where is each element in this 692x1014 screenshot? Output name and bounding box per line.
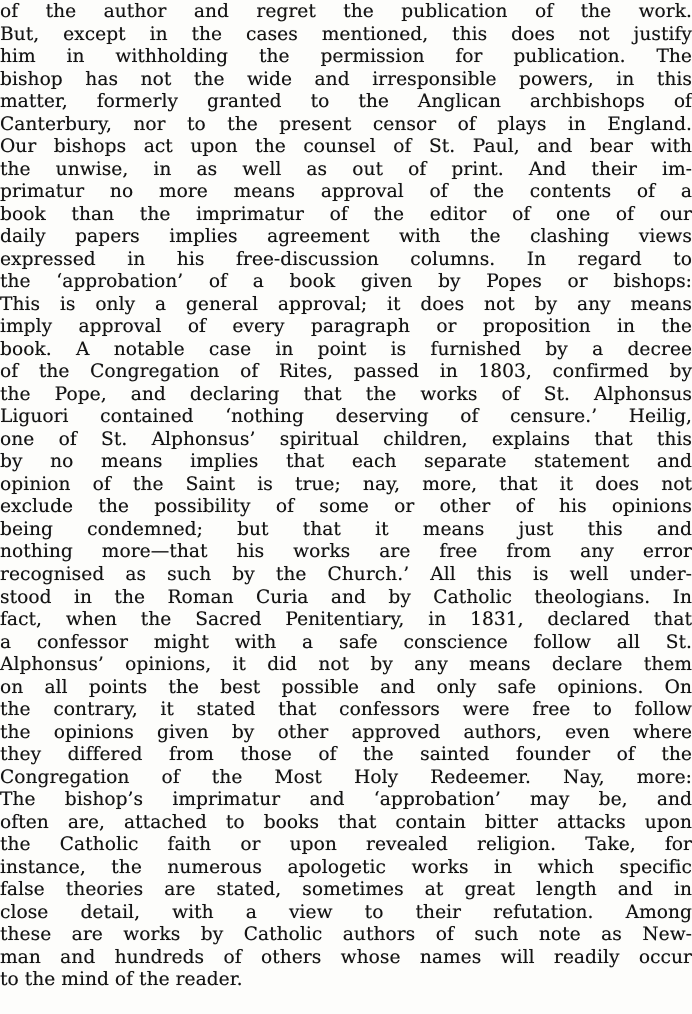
text-line: the ‘approbation’ of a book given by Popes or bishops: bbox=[0, 271, 692, 293]
text-line: often are, attached to books that contain bitter attacks upon bbox=[0, 811, 692, 833]
text-line: of the Congregation of Rites, passed in 1803, confirmed by bbox=[0, 361, 692, 383]
text-line: by no means implies that each separate statement and bbox=[0, 451, 692, 473]
text-line: exclude the possibility of some or other of his opinions bbox=[0, 496, 692, 518]
text-line: the Catholic faith or upon revealed religion. Take, for bbox=[0, 834, 692, 856]
text-line: book than the imprimatur of the editor of one of our bbox=[0, 203, 692, 225]
text-line: a confessor might with a safe conscience follow all St. bbox=[0, 631, 692, 653]
text-line: expressed in his free-discussion columns. In regard to bbox=[0, 248, 692, 270]
text-line: the opinions given by other approved authors, even where bbox=[0, 721, 692, 743]
text-line: the contrary, it stated that confessors were free to follow bbox=[0, 699, 692, 721]
text-line: being condemned; but that it means just this and bbox=[0, 518, 692, 540]
text-line: bishop has not the wide and irresponsible powers, in this bbox=[0, 68, 692, 90]
text-line: close detail, with a view to their refutation. Among bbox=[0, 901, 692, 923]
text-line: stood in the Roman Curia and by Catholic theologians. In bbox=[0, 586, 692, 608]
text-line: Canterbury, nor to the present censor of plays in England. bbox=[0, 113, 692, 135]
text-line: one of St. Alphonsus’ spiritual children, explains that this bbox=[0, 428, 692, 450]
text-line: to the mind of the reader. bbox=[0, 969, 243, 991]
text-line: recognised as such by the Church.’ All this is well under- bbox=[0, 564, 692, 585]
text-line: the Pope, and declaring that the works of St. Alphonsus bbox=[0, 383, 692, 405]
text-line: they differed from those of the sainted founder of the bbox=[0, 744, 692, 766]
text-line: daily papers implies agreement with the clashing views bbox=[0, 226, 692, 248]
text-line: instance, the numerous apologetic works in which specific bbox=[0, 856, 692, 878]
text-line: on all points the best possible and only safe opinions. On bbox=[0, 676, 692, 698]
text-line: man and hundreds of others whose names will readily occur bbox=[0, 946, 692, 968]
text-line: imply approval of every paragraph or proposition in the bbox=[0, 316, 692, 338]
text-line: Alphonsus’ opinions, it did not by any means declare them bbox=[0, 654, 692, 676]
text-line: Our bishops act upon the counsel of St. Paul, and bear with bbox=[0, 136, 692, 158]
text-line: him in withholding the permission for publication. The bbox=[0, 46, 692, 68]
text-line: book. A notable case in point is furnished by a decree bbox=[0, 338, 692, 360]
text-line: fact, when the Sacred Penitentiary, in 1831, declared that bbox=[0, 609, 692, 631]
text-line: opinion of the Saint is true; nay, more, that it does not bbox=[0, 473, 692, 495]
text-line: of the author and regret the publication of the work. bbox=[0, 1, 692, 22]
text-line: primatur no more means approval of the contents of a bbox=[0, 181, 692, 203]
text-line: matter, formerly granted to the Anglican archbishops of bbox=[0, 91, 692, 113]
text-line: Congregation of the Most Holy Redeemer. Nay, more: bbox=[0, 766, 692, 788]
text-line: the unwise, in as well as out of print. And their im- bbox=[0, 158, 692, 180]
text-line: This is only a general approval; it does not by any means bbox=[0, 293, 692, 315]
text-line: these are works by Catholic authors of such note as New- bbox=[0, 924, 692, 946]
text-line: The bishop’s imprimatur and ‘approbation’ may be, and bbox=[0, 789, 692, 811]
text-line: false theories are stated, sometimes at great length and in bbox=[0, 879, 692, 901]
text-line: But, except in the cases mentioned, this does not justify bbox=[0, 23, 692, 45]
text-line: nothing more—that his works are free from any error bbox=[0, 541, 692, 563]
text-line: Liguori contained ‘nothing deserving of censure.’ Heilig, bbox=[0, 406, 692, 428]
